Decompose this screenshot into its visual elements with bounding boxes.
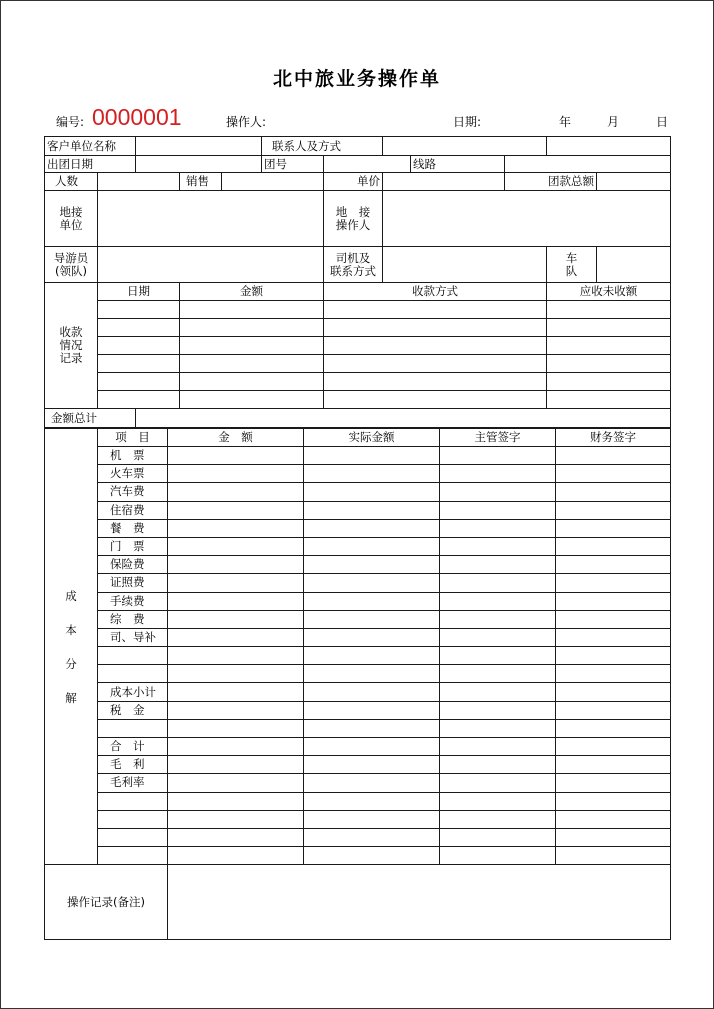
cost-finance-cell[interactable] <box>556 465 671 483</box>
payment-method-cell[interactable] <box>324 373 547 391</box>
cost-item-label <box>98 719 168 737</box>
cost-finance-cell[interactable] <box>556 756 671 774</box>
cost-supervisor-cell[interactable] <box>440 756 556 774</box>
cost-amount-cell[interactable] <box>168 774 304 792</box>
cost-item-row <box>45 701 671 719</box>
cost-actual-cell[interactable] <box>304 719 440 737</box>
total-fee-field[interactable] <box>597 173 671 191</box>
cost-finance-cell[interactable] <box>556 683 671 701</box>
local-row <box>45 191 671 247</box>
cost-amount-cell[interactable] <box>168 719 304 737</box>
cost-amount-cell[interactable] <box>168 501 304 519</box>
cost-item-label <box>98 847 168 865</box>
payment-amount-cell[interactable] <box>180 319 324 337</box>
cost-item-label: 机 票 <box>98 447 168 465</box>
client-unit-field[interactable] <box>136 137 262 156</box>
cost-item-row <box>45 447 671 465</box>
cost-amount-cell[interactable] <box>168 792 304 810</box>
payment-method-cell[interactable] <box>324 355 547 373</box>
cost-finance-cell[interactable] <box>556 828 671 846</box>
cost-finance-cell[interactable] <box>556 647 671 665</box>
payment-receivable-cell[interactable] <box>547 391 671 409</box>
cost-amount-cell[interactable] <box>168 847 304 865</box>
cost-item-row <box>45 465 671 483</box>
cost-amount-cell[interactable] <box>168 756 304 774</box>
cost-item-row <box>45 537 671 555</box>
cost-amount-cell[interactable] <box>168 519 304 537</box>
cost-item-label: 毛 利 <box>98 756 168 774</box>
cost-actual-cell[interactable] <box>304 847 440 865</box>
payment-date-cell[interactable] <box>98 301 180 319</box>
cost-actual-cell[interactable] <box>304 792 440 810</box>
cost-actual-cell[interactable] <box>304 683 440 701</box>
cost-actual-cell[interactable] <box>304 537 440 555</box>
payment-row <box>45 355 671 373</box>
unit-price-label: 单价 <box>324 173 383 191</box>
cost-amount-cell[interactable] <box>168 483 304 501</box>
cost-supervisor-cell[interactable] <box>440 465 556 483</box>
sales-field[interactable] <box>222 173 324 191</box>
info-payment-table <box>44 136 671 428</box>
guide-label <box>45 247 98 283</box>
payment-receivable-cell[interactable] <box>547 319 671 337</box>
cost-item-label: 门 票 <box>98 537 168 555</box>
cost-actual-cell[interactable] <box>304 665 440 683</box>
serial-number: 0000001 <box>92 104 182 130</box>
payment-total-label: 金额总计 <box>45 409 136 428</box>
cost-item-label <box>98 828 168 846</box>
payment-amount-cell[interactable] <box>180 391 324 409</box>
people-label: 人数 <box>45 173 98 191</box>
payment-date-cell[interactable] <box>98 373 180 391</box>
cost-item-label: 司、导补 <box>98 628 168 646</box>
cost-actual-cell[interactable] <box>304 592 440 610</box>
payment-date-cell[interactable] <box>98 337 180 355</box>
cost-actual-cell[interactable] <box>304 647 440 665</box>
cost-item-row <box>45 665 671 683</box>
cost-supervisor-cell[interactable] <box>440 501 556 519</box>
payment-row <box>45 373 671 391</box>
cost-supervisor-cell[interactable] <box>440 610 556 628</box>
cost-supervisor-cell[interactable] <box>440 828 556 846</box>
fleet-label-l1: 车 <box>565 250 578 265</box>
cost-amount-cell[interactable] <box>168 610 304 628</box>
notes-label: 操作记录(备注) <box>45 865 168 940</box>
cost-actual-cell[interactable] <box>304 701 440 719</box>
total-fee-label: 团款总额 <box>505 173 597 191</box>
driver-label-l1: 司机及 <box>335 250 371 265</box>
cost-item-label: 证照费 <box>98 574 168 592</box>
cost-finance-cell[interactable] <box>556 810 671 828</box>
payment-amount-cell[interactable] <box>180 301 324 319</box>
cost-item-row <box>45 519 671 537</box>
payment-row <box>45 301 671 319</box>
cost-amount-cell[interactable] <box>168 701 304 719</box>
cost-finance-cell[interactable] <box>556 719 671 737</box>
date-label: 日期: <box>453 115 482 129</box>
unit-price-field[interactable] <box>383 173 505 191</box>
cost-supervisor-cell[interactable] <box>440 701 556 719</box>
cost-col-actual: 实际金额 <box>304 429 440 447</box>
cost-supervisor-cell[interactable] <box>440 483 556 501</box>
cost-header-row <box>45 429 671 447</box>
payment-section-l1: 收款 <box>59 325 83 339</box>
cost-actual-cell[interactable] <box>304 738 440 756</box>
payment-method-cell[interactable] <box>324 319 547 337</box>
payment-date-cell[interactable] <box>98 319 180 337</box>
cost-actual-cell[interactable] <box>304 556 440 574</box>
cost-section-label <box>45 429 98 865</box>
cost-amount-cell[interactable] <box>168 628 304 646</box>
cost-section-l4: 解 <box>65 690 77 705</box>
cost-amount-cell[interactable] <box>168 465 304 483</box>
payment-receivable-cell[interactable] <box>547 355 671 373</box>
cost-actual-cell[interactable] <box>304 483 440 501</box>
cost-actual-cell[interactable] <box>304 610 440 628</box>
serial-label: 编号: <box>56 115 85 129</box>
driver-field[interactable] <box>383 247 547 283</box>
cost-amount-cell[interactable] <box>168 828 304 846</box>
cost-finance-cell[interactable] <box>556 665 671 683</box>
cost-amount-cell[interactable] <box>168 574 304 592</box>
local-unit-label-l1: 地接 <box>59 204 83 219</box>
local-unit-label-l2: 单位 <box>59 217 83 232</box>
guide-label-l1: 导游员 <box>53 250 89 265</box>
day-label: 日 <box>656 115 669 129</box>
cost-amount-cell[interactable] <box>168 556 304 574</box>
payment-section-l3: 记录 <box>59 351 83 365</box>
cost-amount-cell[interactable] <box>168 592 304 610</box>
payment-col-method: 收款方式 <box>324 283 547 301</box>
cost-actual-cell[interactable] <box>304 774 440 792</box>
people-row <box>45 173 671 191</box>
cost-actual-cell[interactable] <box>304 756 440 774</box>
payment-receivable-cell[interactable] <box>547 337 671 355</box>
cost-amount-cell[interactable] <box>168 683 304 701</box>
cost-col-finance: 财务签字 <box>556 429 671 447</box>
operator-label: 操作人: <box>226 115 267 129</box>
payment-amount-cell[interactable] <box>180 337 324 355</box>
cost-item-row <box>45 810 671 828</box>
cost-supervisor-cell[interactable] <box>440 628 556 646</box>
cost-supervisor-cell[interactable] <box>440 774 556 792</box>
people-field[interactable] <box>98 173 180 191</box>
sales-label: 销售 <box>180 173 222 191</box>
notes-row <box>45 865 671 940</box>
cost-section-l2: 本 <box>65 622 77 637</box>
cost-finance-cell[interactable] <box>556 847 671 865</box>
payment-date-cell[interactable] <box>98 355 180 373</box>
cost-item-row <box>45 756 671 774</box>
guide-label-l2: (领队) <box>55 263 87 278</box>
cost-item-label: 税 金 <box>98 701 168 719</box>
local-operator-label <box>324 191 383 247</box>
cost-item-label: 住宿费 <box>98 501 168 519</box>
form-title: 北中旅业务操作单 <box>272 68 441 90</box>
cost-item-label <box>98 647 168 665</box>
route-field[interactable] <box>505 156 671 173</box>
year-label: 年 <box>559 115 572 129</box>
guide-field[interactable] <box>98 247 324 283</box>
cost-finance-cell[interactable] <box>556 628 671 646</box>
cost-item-row <box>45 828 671 846</box>
cost-section-l3: 分 <box>65 656 77 671</box>
cost-supervisor-cell[interactable] <box>440 647 556 665</box>
month-label: 月 <box>607 115 620 129</box>
cost-supervisor-cell[interactable] <box>440 665 556 683</box>
payment-row <box>45 391 671 409</box>
cost-supervisor-cell[interactable] <box>440 792 556 810</box>
cost-item-label <box>98 665 168 683</box>
cost-finance-cell[interactable] <box>556 774 671 792</box>
cost-item-row <box>45 574 671 592</box>
guide-row <box>45 247 671 283</box>
cost-amount-cell[interactable] <box>168 447 304 465</box>
cost-finance-cell[interactable] <box>556 701 671 719</box>
cost-actual-cell[interactable] <box>304 574 440 592</box>
cost-item-row <box>45 628 671 646</box>
fleet-field[interactable] <box>597 247 671 283</box>
cost-amount-cell[interactable] <box>168 665 304 683</box>
payment-amount-cell[interactable] <box>180 373 324 391</box>
local-unit-field[interactable] <box>98 191 324 247</box>
cost-col-supervisor: 主管签字 <box>440 429 556 447</box>
cost-item-label: 火车票 <box>98 465 168 483</box>
payment-section-label <box>45 283 98 409</box>
cost-item-label: 毛利率 <box>98 774 168 792</box>
cost-amount-cell[interactable] <box>168 810 304 828</box>
cost-amount-cell[interactable] <box>168 647 304 665</box>
cost-col-amount: 金 额 <box>168 429 304 447</box>
payment-method-cell[interactable] <box>324 301 547 319</box>
cost-item-row <box>45 719 671 737</box>
client-row <box>45 137 671 156</box>
payment-header-row <box>45 283 671 301</box>
cost-item-row <box>45 556 671 574</box>
local-unit-label <box>45 191 98 247</box>
cost-finance-cell[interactable] <box>556 447 671 465</box>
payment-total-row <box>45 409 671 428</box>
cost-supervisor-cell[interactable] <box>440 810 556 828</box>
cost-actual-cell[interactable] <box>304 465 440 483</box>
cost-item-row <box>45 483 671 501</box>
cost-supervisor-cell[interactable] <box>440 447 556 465</box>
cost-supervisor-cell[interactable] <box>440 556 556 574</box>
cost-finance-cell[interactable] <box>556 574 671 592</box>
cost-supervisor-cell[interactable] <box>440 719 556 737</box>
payment-amount-cell[interactable] <box>180 355 324 373</box>
cost-item-label: 手续费 <box>98 592 168 610</box>
group-no-field[interactable] <box>324 156 411 173</box>
cost-col-item: 项 目 <box>98 429 168 447</box>
cost-item-row <box>45 792 671 810</box>
cost-item-label: 餐 费 <box>98 519 168 537</box>
cost-actual-cell[interactable] <box>304 447 440 465</box>
cost-amount-cell[interactable] <box>168 738 304 756</box>
depart-row <box>45 156 671 173</box>
payment-col-receivable: 应收未收额 <box>547 283 671 301</box>
cost-finance-cell[interactable] <box>556 537 671 555</box>
local-operator-label-l2: 操作人 <box>335 217 371 232</box>
cost-finance-cell[interactable] <box>556 556 671 574</box>
cost-section-l1: 成 <box>65 588 77 603</box>
cost-item-row <box>45 683 671 701</box>
cost-item-label: 综 费 <box>98 610 168 628</box>
notes-field[interactable] <box>168 865 671 940</box>
cost-item-row <box>45 610 671 628</box>
client-unit-label: 客户单位名称 <box>45 137 136 156</box>
cost-item-row <box>45 738 671 756</box>
cost-finance-cell[interactable] <box>556 738 671 756</box>
cost-actual-cell[interactable] <box>304 628 440 646</box>
cost-supervisor-cell[interactable] <box>440 847 556 865</box>
contact-label: 联系人及方式 <box>262 137 383 156</box>
local-operator-label-l1: 地 接 <box>335 204 371 219</box>
local-operator-field[interactable] <box>383 191 671 247</box>
depart-date-field[interactable] <box>136 156 262 173</box>
cost-finance-cell[interactable] <box>556 792 671 810</box>
cost-supervisor-cell[interactable] <box>440 683 556 701</box>
cost-item-row <box>45 592 671 610</box>
cost-finance-cell[interactable] <box>556 501 671 519</box>
payment-row <box>45 319 671 337</box>
cost-supervisor-cell[interactable] <box>440 592 556 610</box>
payment-col-amount: 金额 <box>180 283 324 301</box>
fleet-label <box>547 247 597 283</box>
cost-item-label <box>98 792 168 810</box>
cost-supervisor-cell[interactable] <box>440 574 556 592</box>
cost-actual-cell[interactable] <box>304 519 440 537</box>
cost-actual-cell[interactable] <box>304 828 440 846</box>
cost-item-row <box>45 501 671 519</box>
group-no-label: 团号 <box>262 156 324 173</box>
payment-date-cell[interactable] <box>98 391 180 409</box>
cost-item-row <box>45 774 671 792</box>
cost-amount-cell[interactable] <box>168 537 304 555</box>
fleet-label-l2: 队 <box>565 263 578 278</box>
cost-finance-cell[interactable] <box>556 610 671 628</box>
payment-receivable-cell[interactable] <box>547 301 671 319</box>
cost-item-label: 保险费 <box>98 556 168 574</box>
payment-row <box>45 337 671 355</box>
cost-actual-cell[interactable] <box>304 501 440 519</box>
payment-method-cell[interactable] <box>324 337 547 355</box>
cost-item-label <box>98 810 168 828</box>
payment-method-cell[interactable] <box>324 391 547 409</box>
depart-date-label: 出团日期 <box>45 156 136 173</box>
cost-supervisor-cell[interactable] <box>440 519 556 537</box>
cost-actual-cell[interactable] <box>304 810 440 828</box>
cost-item-label: 汽车费 <box>98 483 168 501</box>
cost-finance-cell[interactable] <box>556 519 671 537</box>
cost-table <box>44 428 671 940</box>
cost-supervisor-cell[interactable] <box>440 537 556 555</box>
cost-item-label: 成本小计 <box>98 683 168 701</box>
payment-section-l2: 情况 <box>59 338 83 352</box>
cost-item-row <box>45 647 671 665</box>
cost-item-row <box>45 847 671 865</box>
contact-field[interactable] <box>383 137 547 156</box>
driver-label-l2: 联系方式 <box>330 263 377 278</box>
cost-finance-cell[interactable] <box>556 592 671 610</box>
contact-extra-field[interactable] <box>547 137 671 156</box>
cost-finance-cell[interactable] <box>556 483 671 501</box>
cost-supervisor-cell[interactable] <box>440 738 556 756</box>
payment-col-date: 日期 <box>98 283 180 301</box>
payment-total-field[interactable] <box>136 409 671 428</box>
route-label: 线路 <box>411 156 505 173</box>
driver-label <box>324 247 383 283</box>
cost-item-label: 合 计 <box>98 738 168 756</box>
payment-receivable-cell[interactable] <box>547 373 671 391</box>
